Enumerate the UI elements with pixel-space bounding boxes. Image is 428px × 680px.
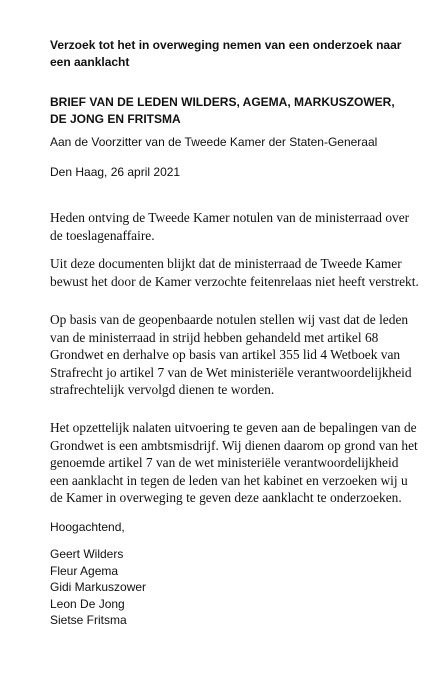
body-paragraph-2: Uit deze documenten blijkt dat de ministerraad de Tweede Kamer bewust het door de Kamer verzochte feitenrelaas niet heeft verstrekt. [50, 256, 419, 289]
body-paragraph-1: Heden ontving de Tweede Kamer notulen van de ministerraad over de toeslagenaffaire. [50, 210, 410, 243]
letter-place-date: Den Haag, 26 april 2021 [50, 165, 181, 179]
signatory-name: Fleur Agema [50, 563, 119, 578]
letter-authors-title: BRIEF VAN DE LEDEN WILDERS, AGEMA, MARKUSZOWER, DE JONG EN FRITSMA [50, 95, 395, 126]
signatory-name: Sietse Fritsma [50, 613, 127, 627]
body-paragraph-3: Op basis van de geopenbaarde notulen stellen wij vast dat de leden van de ministerraad in strijd hebben gehandeld met artikel 68 Grondwet en derhalve op basis van artikel 355 lid 4 Wetboek van Strafrecht jo artikel 7 van de Wet ministeriële verantwoordelijkheid strafrechtelijk vervolgd dienen te worden. [50, 312, 412, 397]
letter-subject: Verzoek tot het in overweging nemen van een onderzoek naar een aanklacht [50, 38, 402, 69]
signatory-name: Leon De Jong [50, 596, 125, 611]
letter-addressee: Aan de Voorzitter van de Tweede Kamer der Staten-Generaal [50, 135, 378, 149]
signatory-name: Gidi Markuszower [50, 580, 147, 594]
body-paragraph-4: Het opzettelijk nalaten uitvoering te geven aan de bepalingen van de Grondwet is een ambtsmisdrijf. Wij dienen daarom op grond van het genoemde artikel 7 van de wet ministeriële verantwoordelijkheid een aanklacht in tegen de leden van het kabinet en verzoeken wij u de Kamer in overweging te geven deze aanklacht te onderzoeken. [50, 420, 418, 505]
signatory-name: Geert Wilders [50, 547, 124, 561]
signatory-list [50, 546, 410, 629]
letter-closing: Hoogachtend, [50, 520, 125, 534]
